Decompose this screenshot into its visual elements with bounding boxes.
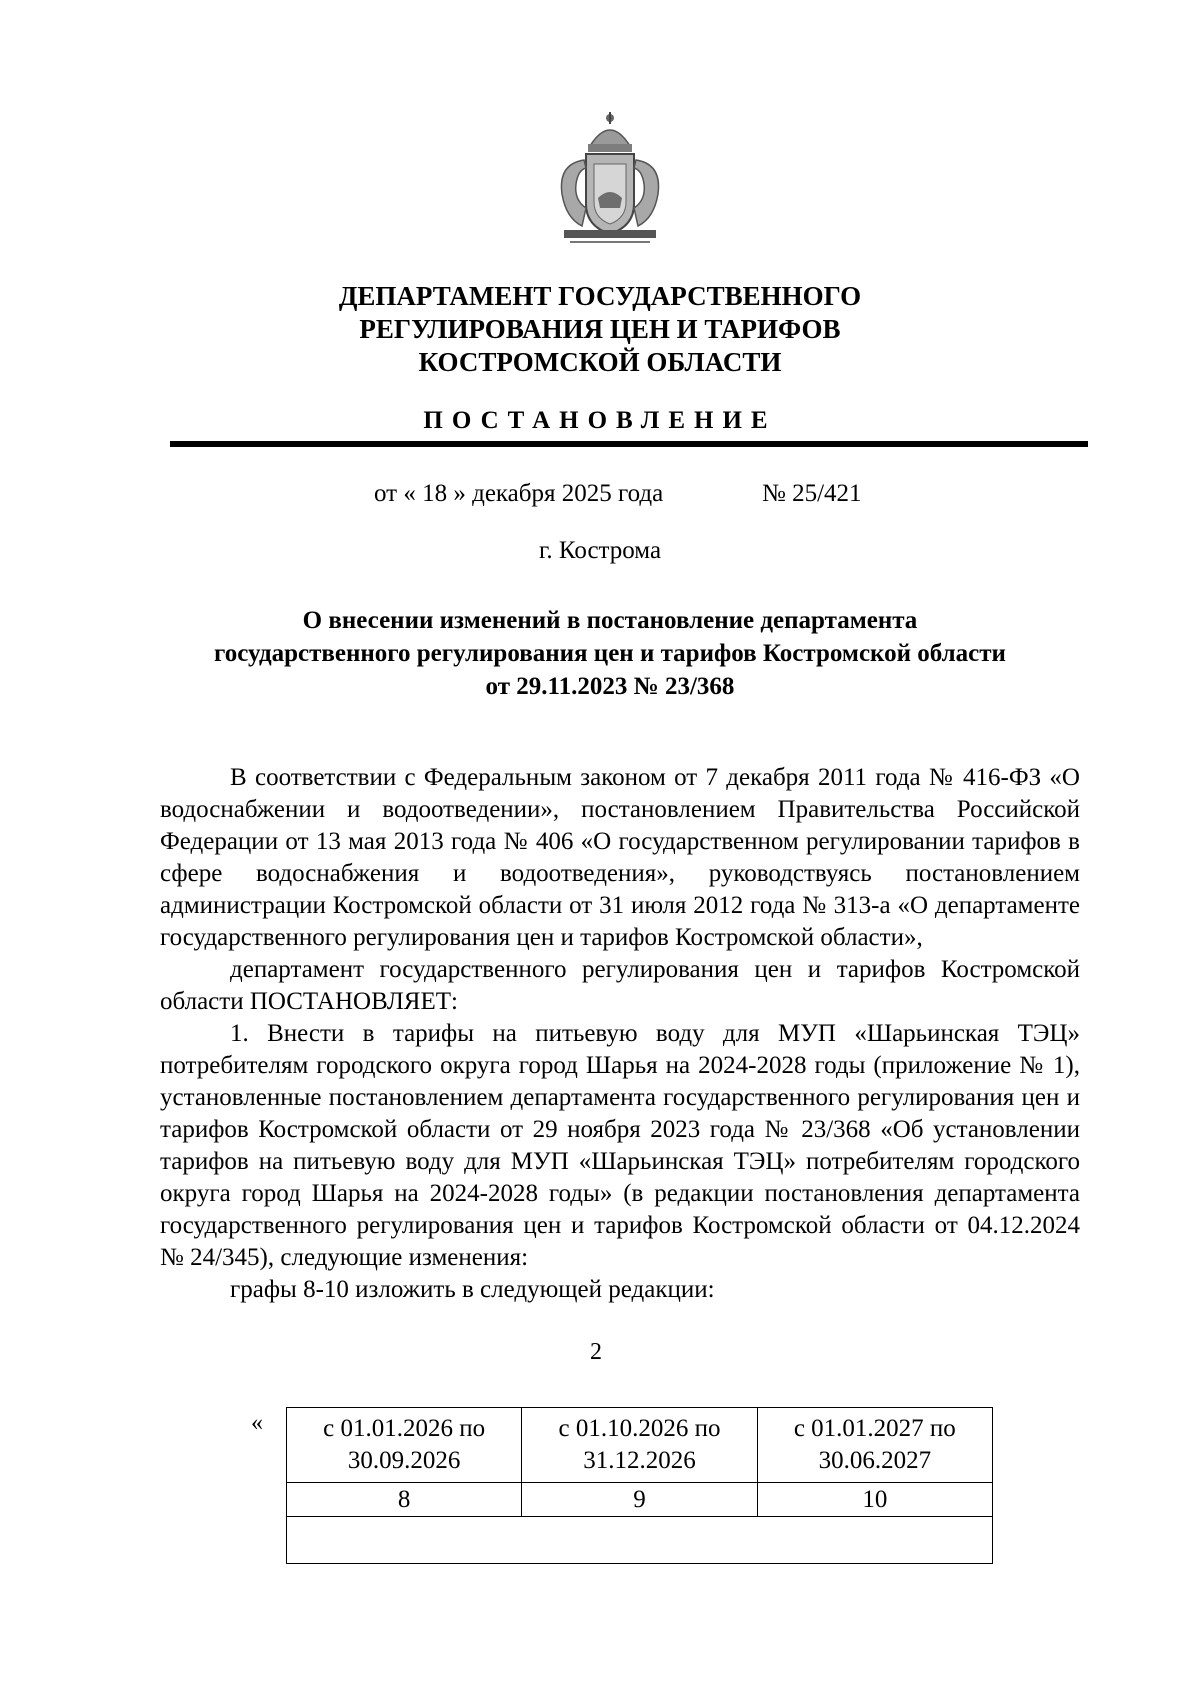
document-date: от « 18 » декабря 2025 года — [374, 480, 664, 507]
table-header-cell: с 01.01.2026 по 30.09.2026 — [287, 1408, 522, 1483]
coat-of-arms-icon — [540, 108, 680, 248]
column-number-cell: 8 — [287, 1483, 522, 1517]
department-name — [200, 280, 1000, 379]
column-number-cell: 10 — [757, 1483, 992, 1517]
table-header-cell: с 01.10.2026 по 31.12.2026 — [522, 1408, 757, 1483]
document-type: ПОСТАНОВЛЕНИЕ — [423, 407, 777, 434]
department-line: ДЕПАРТАМЕНТ ГОСУДАРСТВЕННОГО — [338, 281, 862, 311]
subject-line: от 29.11.2023 № 23/368 — [485, 673, 735, 700]
page-number: 2 — [586, 1339, 606, 1366]
document-number: № 25/421 — [762, 480, 862, 507]
columns-paragraph: графы 8-10 изложить в следующей редакции: — [230, 1276, 715, 1303]
item-1-paragraph: 1. Внести в тарифы на питьевую воду для МУП «Шарьинская ТЭЦ» потребителям городского округа город Шарья на 2024-2028 годы (приложение № 1), установленные постановлением департамента государственного регулирования цен и тарифов Костромской области от 29 ноября 2023 года № 23/368 «Об установлении тарифов на питьевую воду для МУП «Шарьинская ТЭЦ» потребителям городского округа город Шарья на 2024-2028 годы» (в редакции постановления департамента государственного регулирования цен и тарифов Костромской области от 04.12.2024 № 24/345), следующие изменения: — [160, 1020, 1080, 1271]
document-body — [160, 762, 1080, 1306]
subject-line: государственного регулирования цен и тарифов Костромской области — [214, 640, 1006, 667]
table-column-numbers-row — [287, 1483, 993, 1517]
subject-line: О внесении изменений в постановление департамента — [302, 607, 918, 634]
department-line: КОСТРОМСКОЙ ОБЛАСТИ — [418, 347, 782, 377]
table-empty-row — [287, 1517, 993, 1564]
opening-quote: « — [251, 1410, 263, 1436]
table-header-row — [287, 1408, 993, 1483]
preamble-paragraph: В соответствии с Федеральным законом от 7 декабря 2011 года № 416-ФЗ «О водоснабжении и водоотведении», постановлением Правительства Российской Федерации от 13 мая 2013 года № 406 «О государственном регулировании тарифов в сфере водоснабжения и водоотведения», руководствуясь постановлением администрации Костромской области от 31 июля 2012 года № 313-а «О департаменте государственного регулирования цен и тарифов Костромской области», — [160, 764, 1080, 951]
column-number-cell: 9 — [522, 1483, 757, 1517]
resolution-paragraph: департамент государственного регулирования цен и тарифов Костромской области ПОСТАНОВЛЯЕТ: — [160, 956, 1080, 1015]
document-subject — [150, 604, 1070, 703]
table-header-cell: с 01.01.2027 по 30.06.2027 — [757, 1408, 992, 1483]
document-city: г. Кострома — [538, 537, 662, 564]
department-line: РЕГУЛИРОВАНИЯ ЦЕН И ТАРИФОВ — [359, 314, 841, 344]
empty-cell — [287, 1517, 993, 1564]
header-divider — [170, 441, 1088, 447]
tariff-table — [286, 1407, 993, 1564]
